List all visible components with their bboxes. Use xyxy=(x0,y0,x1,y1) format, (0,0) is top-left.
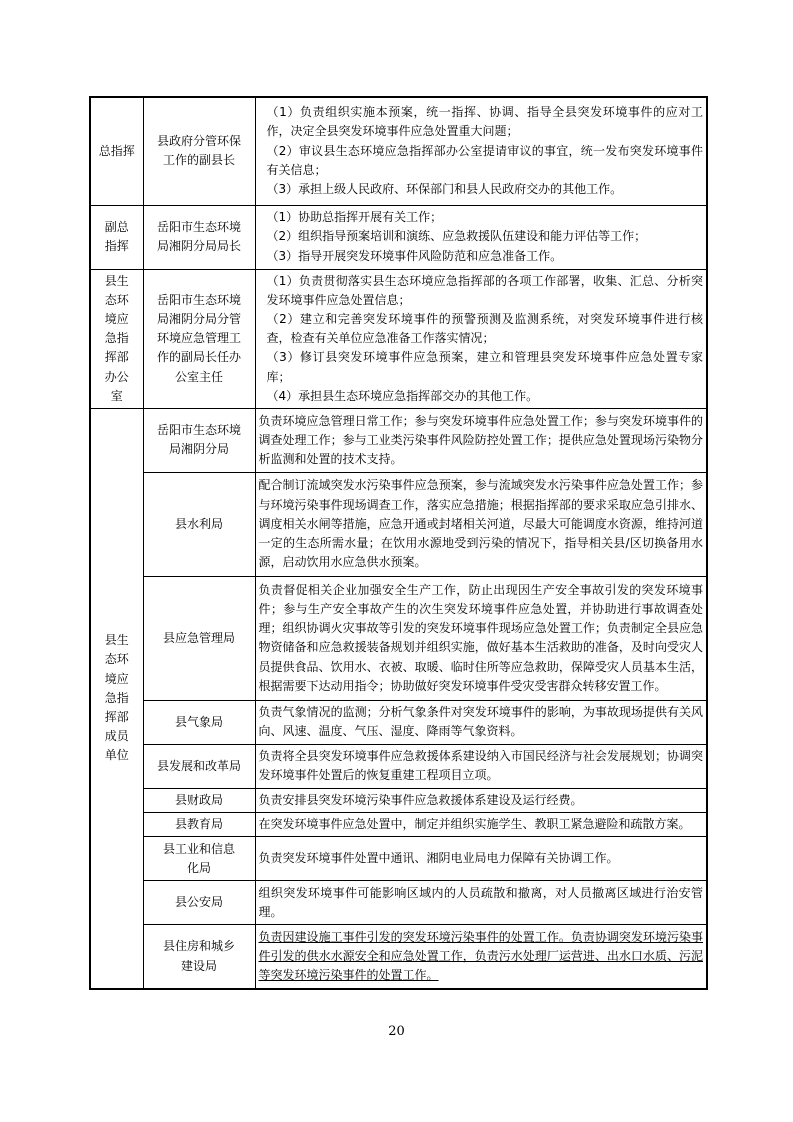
member-duty-cell xyxy=(255,408,707,472)
member-duty-text: 负责将全县突发环境事件应急救援体系建设纳入市国民经济与社会发展规划；协调突发环境事件处置后的恢复重建工程项目立项。 xyxy=(258,749,703,783)
table-row xyxy=(90,837,707,881)
member-duty-cell xyxy=(255,700,707,744)
role-cell: 副总指挥 xyxy=(90,205,143,269)
member-duty-cell xyxy=(255,925,707,989)
duty-cell xyxy=(255,205,707,269)
table-row xyxy=(90,97,707,205)
member-duty-cell xyxy=(255,472,707,576)
duty-cell xyxy=(255,269,707,408)
duty-item: （2）审议县生态环境应急指挥部办公室提请审议的事宜，统一发布突发环境事件有关信息； xyxy=(266,143,703,177)
member-duty-text: 负责因建设施工事件引发的突发环境污染事件的处置工作。负责协调突发环境污染事件引发的供水水源安全和应急处置工作，负责污水处理厂运营进、出水口水质、污泥等突发环境污染事件的处置工作。 xyxy=(258,929,703,983)
member-unit-cell: 县教育局 xyxy=(143,813,255,837)
duty-item: （3）修订县突发环境事件应急预案，建立和管理县突发环境事件应急处置专家库； xyxy=(266,350,703,384)
role-cell: 县生态环境应急指挥部办公室 xyxy=(90,269,143,408)
duty-item: （2）组织指导预案培训和演练、应急救援队伍建设和能力评估等工作； xyxy=(266,229,647,244)
member-duty-cell xyxy=(255,813,707,837)
role-cell: 总指挥 xyxy=(90,97,143,205)
duty-item: （4）承担县生态环境应急指挥部交办的其他工作。 xyxy=(266,388,539,403)
member-unit-cell: 县气象局 xyxy=(143,700,255,744)
table-row xyxy=(90,881,707,925)
member-duty-text: 负责安排县突发环境污染事件应急救援体系建设及运行经费。 xyxy=(258,792,583,807)
table-row xyxy=(90,788,707,812)
member-duty-text: 负责环境应急管理日常工作；参与突发环境事件应急处置工作；参与突发环境事件的调查处理工作；参与工业类污染事件风险防控处置工作；提供应急处置现场污染物分析监测和处置的技术支持。 xyxy=(258,413,703,467)
responsibility-table xyxy=(89,96,708,990)
member-group-role-cell: 县生态环境应急指挥部成员单位 xyxy=(90,408,143,988)
member-duty-cell xyxy=(255,881,707,925)
member-unit-cell: 县公安局 xyxy=(143,881,255,925)
duty-item: （1）协助总指挥开展有关工作； xyxy=(266,210,443,225)
member-unit-cell: 岳阳市生态环境局湘阴分局 xyxy=(143,408,255,472)
duty-item: （2）建立和完善突发环境事件的预警预测及监测系统，对突发环境事件进行核查，检查有关单位应急准备工作落实情况； xyxy=(266,311,703,346)
duty-item: （3）指导开展突发环境事件风险防范和应急准备工作。 xyxy=(266,248,563,263)
member-duty-text: 负责督促相关企业加强安全生产工作，防止出现因生产安全事故引发的突发环境事件；参与生产安全事故产生的次生突发环境事件应急处置，并协助进行事故调查处理；组织协调火灾事故等引发的突发环境事件现场应急处置工作；负责制定全县应急物资储备和应急救援装备规划并组织实施，做好基本生活救助的准备，及时向受灾人员提供食品、饮用水、衣被、取暖、临时住所等应急救助，保障受灾人员基本生活，根据需要下达动用指令；协助做好突发环境事件受灾受害群众转移安置工作。 xyxy=(258,582,703,693)
table-row xyxy=(90,925,707,989)
table-row xyxy=(90,205,707,269)
member-duty-cell xyxy=(255,576,707,700)
duty-item: （1）负责组织实施本预案，统一指挥、协调、指导全县突发环境事件的应对工作，决定全县突发环境事件应急处置重大问题； xyxy=(266,105,703,139)
member-duty-text: 在突发环境事件应急处置中，制定并组织实施学生、教职工紧急避险和疏散方案。 xyxy=(258,817,691,832)
member-duty-text: 组织突发环境事件可能影响区域内的人员疏散和撤离，对人员撤离区域进行治安管理。 xyxy=(258,885,703,919)
table-row xyxy=(90,576,707,700)
person-cell: 县政府分管环保工作的副县长 xyxy=(143,97,255,205)
member-unit-cell: 县应急管理局 xyxy=(143,576,255,700)
member-duty-cell xyxy=(255,744,707,788)
member-duty-text: 负责气象情况的监测；分析气象条件对突发环境事件的影响，为事故现场提供有关风向、风速、温度、气压、湿度、降雨等气象资料。 xyxy=(258,705,703,739)
member-unit-cell: 县工业和信息化局 xyxy=(143,837,255,881)
page-number: 20 xyxy=(388,1024,405,1039)
table-row xyxy=(90,472,707,576)
member-duty-cell xyxy=(255,788,707,812)
table-row xyxy=(90,744,707,788)
member-unit-cell: 县发展和改革局 xyxy=(143,744,255,788)
table-row xyxy=(90,700,707,744)
person-cell: 岳阳市生态环境局湘阴分局分管环境应急管理工作的副局长任办公室主任 xyxy=(143,269,255,408)
member-duty-text: 配合制订流域突发水污染事件应急预案，参与流域突发水污染事件应急处置工作；参与环境污染事件现场调查工作，落实应急措施；根据指挥部的要求采取应急引排水、调度相关水闸等措施，应急开通或封堵相关河道，尽最大可能调度水资源，维持河道一定的生态所需水量；在饮用水源地受到污染的情况下，指导相关县/区切换备用水源，启动饮用水应急供水预案。 xyxy=(258,478,703,570)
member-unit-cell: 县财政局 xyxy=(143,788,255,812)
person-cell: 岳阳市生态环境局湘阴分局局长 xyxy=(143,205,255,269)
table-row xyxy=(90,408,707,472)
table-row xyxy=(90,813,707,837)
duty-cell xyxy=(255,97,707,205)
duty-item: （1）负责贯彻落实县生态环境应急指挥部的各项工作部署，收集、汇总、分析突发环境事件应急处置信息； xyxy=(266,273,703,307)
member-duty-text: 负责突发环境事件处置中通讯、湘阴电业局电力保障有关协调工作。 xyxy=(258,851,619,866)
member-unit-cell: 县水利局 xyxy=(143,472,255,576)
member-duty-cell xyxy=(255,837,707,881)
member-unit-cell: 县住房和城乡建设局 xyxy=(143,925,255,989)
table-row xyxy=(90,269,707,408)
duty-item: （3）承担上级人民政府、环保部门和县人民政府交办的其他工作。 xyxy=(266,182,623,197)
